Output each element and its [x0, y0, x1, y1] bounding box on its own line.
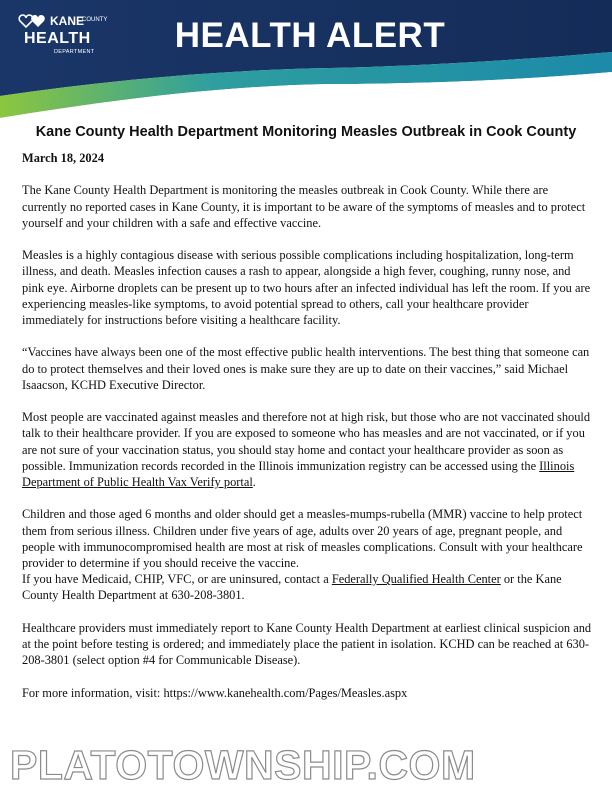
- logo-department-text: DEPARTMENT: [54, 49, 95, 55]
- paragraph-vaccination-status: [22, 409, 592, 490]
- banner-title: HEALTH ALERT: [174, 16, 446, 55]
- watermark: PLATOTOWNSHIP.COM: [10, 742, 476, 788]
- fqhc-link[interactable]: Federally Qualified Health Center: [331, 572, 501, 587]
- paragraph-intro: The Kane County Health Department is monitoring the measles outbreak in Cook County. While there are currently no reported cases in Kane County, it is important to be aware of the symptoms of measles and to protect yourself and your children with a safe and effective vaccine.: [22, 183, 586, 230]
- kane-county-health-logo: [18, 12, 118, 56]
- article-body: [22, 150, 592, 717]
- paragraph-quote: “Vaccines have always been one of the most effective public health interventions. The best thing that someone can do to protect themselves and their loved ones is make sure they are up to date on their vaccines,” said Michael Isaacson, KCHD Executive Director.: [22, 345, 590, 392]
- paragraph-symptoms: Measles is a highly contagious disease with serious possible complications including hospitalization, long-term illness, and death. Measles infection causes a rash to appear, alongside a high fever, coughing, runny nose, and pink eye. Airborne droplets can be present up to two hours after an infected individual has left the room. If you are experiencing measles-like symptoms, to avoid potential spread to others, call your healthcare provider immediately for instructions before visiting a healthcare facility.: [22, 248, 591, 327]
- health-alert-banner: [0, 0, 612, 118]
- paragraph-more-info: For more information, visit: https://www.kanehealth.com/Pages/Measles.aspx: [22, 685, 408, 700]
- page-title: Kane County Health Department Monitoring Measles Outbreak in Cook County: [35, 124, 577, 140]
- logo-kane-text: KANE: [50, 14, 85, 28]
- family-heart-icon: [18, 12, 48, 30]
- logo-county-text: COUNTY: [82, 17, 108, 23]
- paragraph-providers: Healthcare providers must immediately report to Kane County Health Department at earliest clinical suspicion and at the point before testing is ordered; and immediately place the patient in isolation. KCHD can be reached at 630-208-3801 (select option #4 for Communicable Disease).: [22, 620, 592, 668]
- paragraph-vaccination-end: .: [252, 475, 256, 489]
- date-line: March 18, 2024: [22, 151, 105, 165]
- vax-verify-link[interactable]: Illinois Department of Public Health Vax Verify portal: [22, 458, 575, 489]
- paragraph-medicaid-end: or the Kane County Health Department at 630-208-3801.: [22, 572, 562, 603]
- paragraph-medicaid-text: If you have Medicaid, CHIP, VFC, or are uninsured, contact a: [22, 572, 332, 587]
- paragraph-mmr: Children and those aged 6 months and older should get a measles-mumps-rubella (MMR) vaccine to help protect them from serious illness. Children under five years of age, adults over 20 years of age, pregnant people, and people with immunocompromised health are most at risk of measles complications. Consult with your healthcare provider to determine if you should receive the vaccine.: [22, 507, 583, 570]
- logo-health-text: HEALTH: [24, 30, 91, 47]
- paragraph-medicaid: [22, 571, 592, 603]
- paragraph-vaccination-text: Most people are vaccinated against measles and therefore not at high risk, but those who are not vaccinated should talk to their healthcare provider. If you are exposed to someone who has measles and are not vaccinated, or if you are not sure of your vaccination status, you should stay home and contact your healthcare provider as soon as possible. Immunization records recorded in the Illinois immunization registry can be accessed using the: [22, 410, 591, 473]
